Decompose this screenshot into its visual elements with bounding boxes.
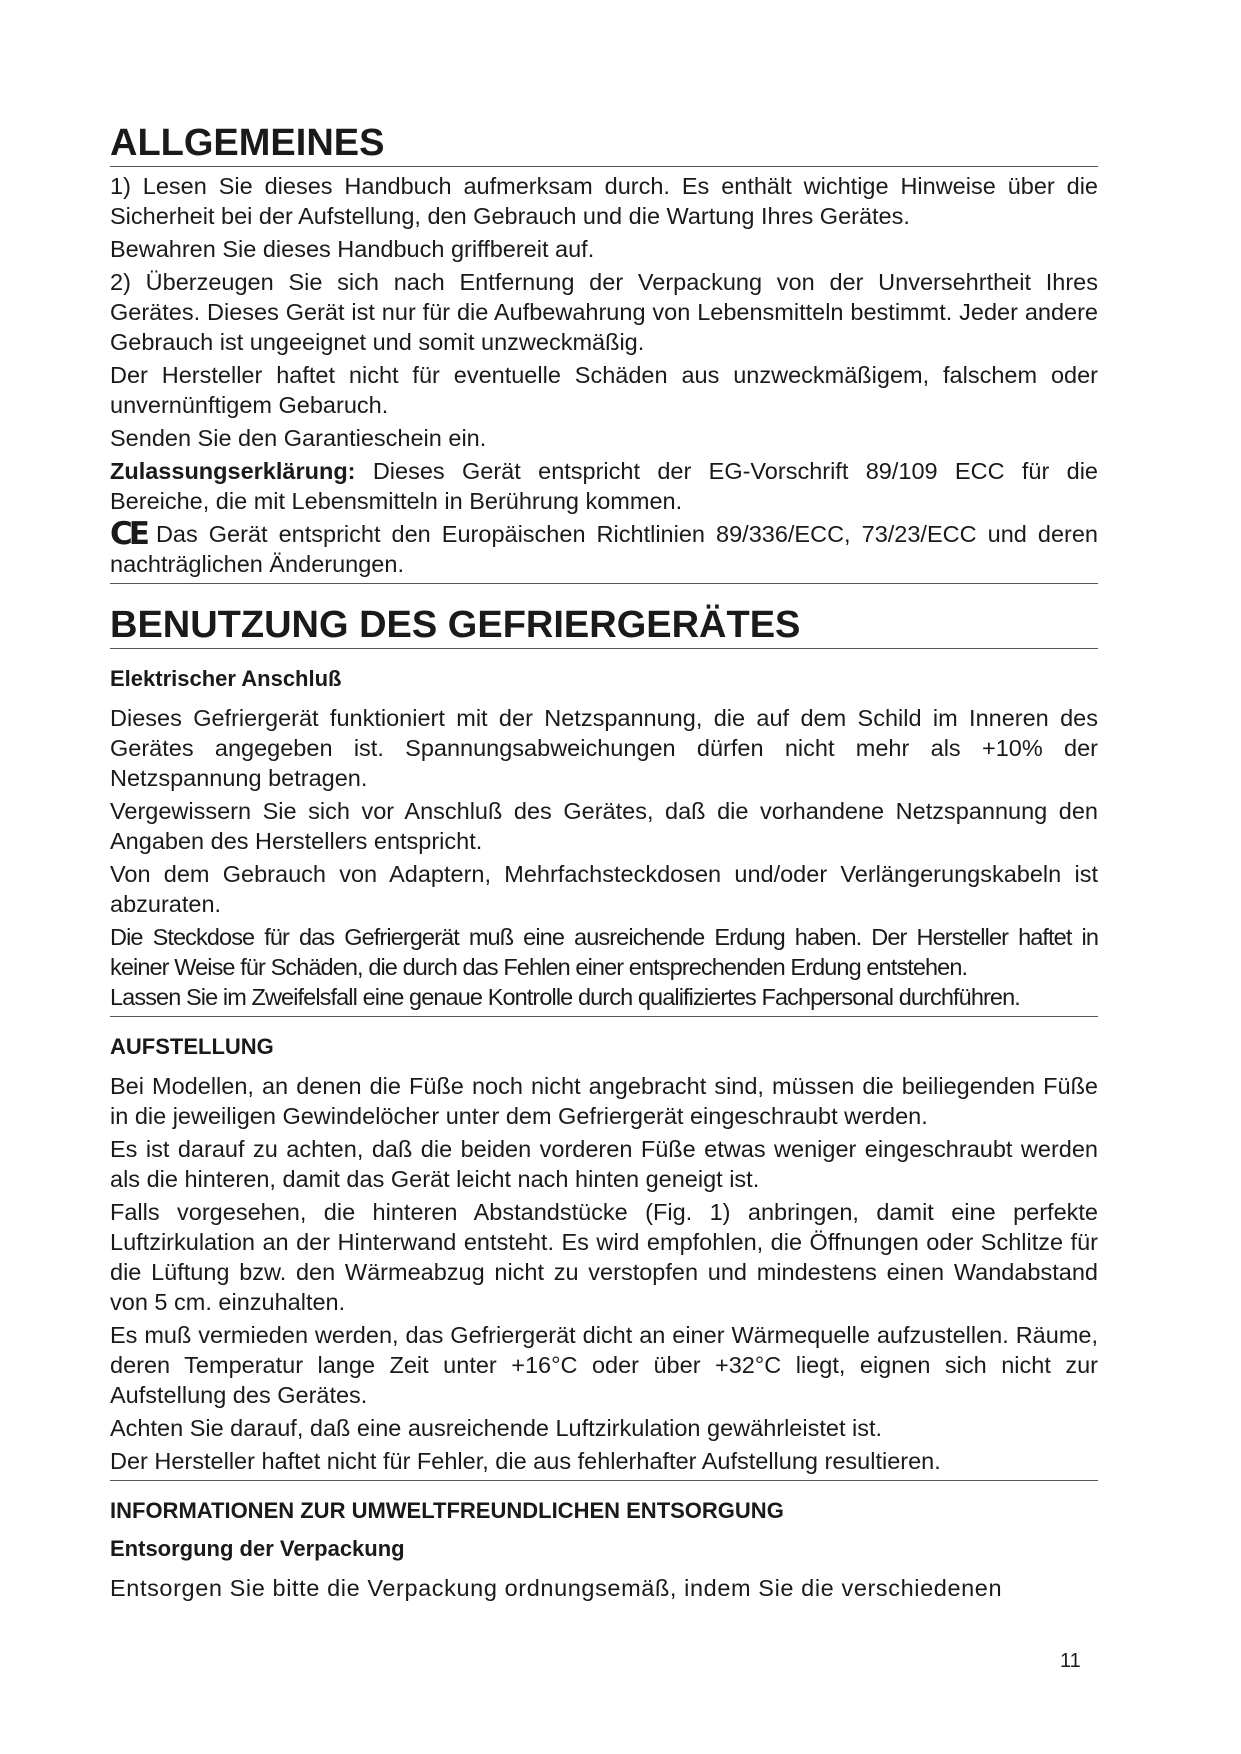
subsection-heading-disposal: INFORMATIONEN ZUR UMWELTFREUNDLICHEN ENTSORGUNG — [110, 1498, 784, 1523]
paragraph: Bewahren Sie dieses Handbuch griffbereit auf. — [110, 236, 595, 262]
paragraph: Vergewissern Sie sich vor Anschluß des Gerätes, daß die vorhandene Netzspannung den Angaben des Herstellers entspricht. — [110, 798, 1098, 854]
ce-paragraph — [110, 516, 1098, 579]
paragraph: Die Steckdose für das Gefriergerät muß eine ausreichende Erdung haben. Der Hersteller haftet in keiner Weise für Schäden, die durch das Fehlen einer entsprechenden Erdung entstehen. — [110, 924, 1098, 980]
paragraph: Es muß vermieden werden, das Gefriergerät dicht an einer Wärmequelle aufzustellen. Räume, deren Temperatur lange Zeit unter +16°C oder über +32°C liegt, eignen sich nicht zur Aufstellung des Gerätes. — [110, 1322, 1098, 1408]
subsection-subheading-packaging: Entsorgung der Verpackung — [110, 1536, 405, 1561]
approval-text: Dieses Gerät entspricht der EG-Vorschrift 89/109 ECC für die Bereiche, die mit Lebensmitteln in Berührung kommen. — [110, 458, 1098, 514]
divider — [110, 1016, 1098, 1017]
approval-paragraph — [110, 456, 1098, 516]
subsection-heading-setup: AUFSTELLUNG — [110, 1034, 274, 1059]
document-page — [110, 122, 1098, 1603]
section-title-benutzung: BENUTZUNG DES GEFRIERGERÄTES — [110, 604, 1098, 649]
ce-text: Das Gerät entspricht den Europäischen Richtlinien 89/336/ECC, 73/23/ECC und deren nachträglichen Änderungen. — [110, 521, 1098, 577]
ce-mark-icon: CE — [110, 516, 146, 552]
paragraph: 1) Lesen Sie dieses Handbuch aufmerksam durch. Es enthält wichtige Hinweise über die Sicherheit bei der Aufstellung, den Gebrauch und die Wartung Ihres Gerätes. — [110, 173, 1098, 229]
paragraph: Senden Sie den Garantieschein ein. — [110, 425, 487, 451]
paragraph: Von dem Gebrauch von Adaptern, Mehrfachsteckdosen und/oder Verlängerungskabeln ist abzuraten. — [110, 861, 1098, 917]
paragraph: 2) Überzeugen Sie sich nach Entfernung der Verpackung von der Unversehrtheit Ihres Gerätes. Dieses Gerät ist nur für die Aufbewahrung von Lebensmitteln bestimmt. Jeder andere Gebrauch ist ungeeignet und somit unzweckmäßig. — [110, 269, 1098, 355]
page-number: 11 — [1060, 1650, 1081, 1672]
subsection-heading-electric: Elektrischer Anschluß — [110, 666, 342, 691]
divider — [110, 1480, 1098, 1481]
paragraph: Dieses Gefriergerät funktioniert mit der Netzspannung, die auf dem Schild im Inneren des Gerätes angegeben ist. Spannungsabweichungen dürfen nicht mehr als +10% der Netzspannung betragen. — [110, 705, 1098, 791]
paragraph: Der Hersteller haftet nicht für Fehler, die aus fehlerhafter Aufstellung resultieren. — [110, 1448, 941, 1474]
paragraph: Falls vorgesehen, die hinteren Abstandstücke (Fig. 1) anbringen, damit eine perfekte Luftzirkulation an der Hinterwand entsteht. Es wird empfohlen, die Öffnungen oder Schlitze für die Lüftung bzw. den Wärmeabzug nicht zu verstopfen und mindestens einen Wandabstand von 5 cm. einzuhalten. — [110, 1199, 1098, 1315]
paragraph: Bei Modellen, an denen die Füße noch nicht angebracht sind, müssen die beiliegenden Füße in die jeweiligen Gewindelöcher unter dem Gefriergerät eingeschraubt werden. — [110, 1073, 1098, 1129]
paragraph: Lassen Sie im Zweifelsfall eine genaue Kontrolle durch qualifiziertes Fachpersonal durchführen. — [110, 984, 1020, 1010]
approval-label: Zulassungserklärung: — [110, 458, 356, 484]
paragraph: Es ist darauf zu achten, daß die beiden vorderen Füße etwas weniger eingeschraubt werden als die hinteren, damit das Gerät leicht nach hinten geneigt ist. — [110, 1136, 1098, 1192]
section-title-allgemeines: ALLGEMEINES — [110, 122, 1098, 167]
paragraph: Achten Sie darauf, daß eine ausreichende Luftzirkulation gewährleistet ist. — [110, 1415, 883, 1441]
paragraph: Entsorgen Sie bitte die Verpackung ordnungsemäß, indem Sie die verschiedenen — [110, 1575, 1003, 1601]
paragraph: Der Hersteller haftet nicht für eventuelle Schäden aus unzweckmäßigem, falschem oder unvernünftigem Gebaruch. — [110, 362, 1098, 418]
divider — [110, 583, 1098, 584]
